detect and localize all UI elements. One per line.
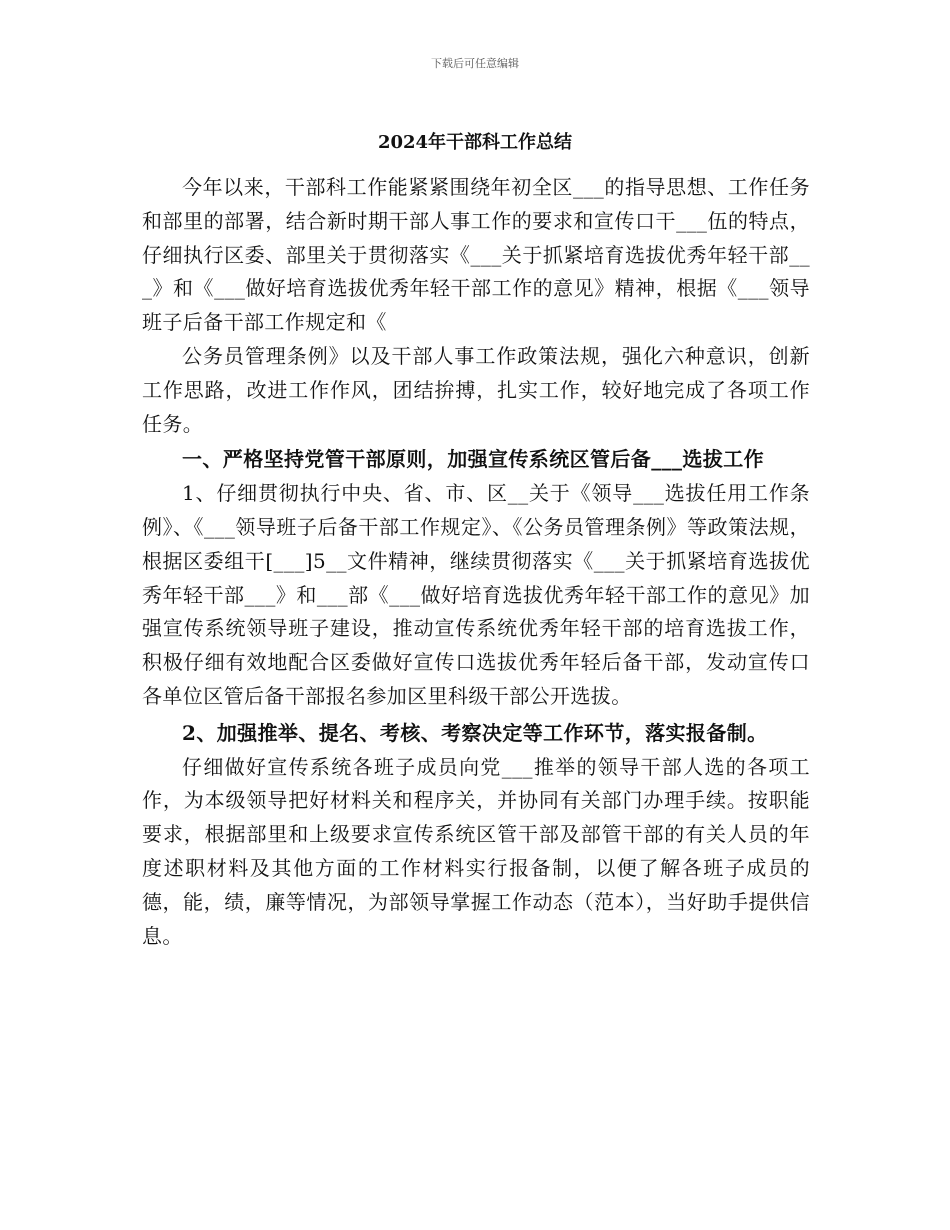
document-title: 2024年干部科工作总结 [377, 132, 573, 153]
paragraph-intro-continued: 公务员管理条例》以及干部人事工作政策法规，强化六种意识，创新工作思路，改进工作作风，团结拚搏，扎实工作，较好地完成了各项工作任务。 [142, 343, 810, 436]
section-heading-2: 2、加强推举、提名、考核、考察决定等工作环节，落实报备制。 [182, 720, 768, 745]
paragraph-item-1: 1、仔细贯彻执行中央、省、市、区__关于《领导___选拔任用工作条例》、《___领导班子后备干部工作规定》、《公务员管理条例》等政策法规，根据区委组干[___]5__文件精神，继续贯彻落实《___关于抓紧培育选拔优秀年轻干部___》和___部《___做好培育选拔优秀年轻干部工作的意见》加强宣传系统领导班子建设，推动宣传系统优秀年轻干部的培育选拔工作，积极仔细有效地配合区委做好宣传口选拔优秀年轻后备干部，发动宣传口各单位区管后备干部报名参加区里科级干部公开选拔。 [142, 481, 810, 708]
header-note: 下载后可任意编辑 [431, 57, 519, 70]
section-heading-1: 一、严格坚持党管干部原则，加强宣传系统区管后备___选拔工作 [182, 447, 764, 472]
paragraph-item-2: 仔细做好宣传系统各班子成员向党___推举的领导干部人选的各项工作，为本级领导把好材料关和程序关，并协同有关部门办理手续。按职能要求，根据部里和上级要求宣传系统区管干部及部管干部的有关人员的年度述职材料及其他方面的工作材料实行报备制，以便了解各班子成员的德，能，绩，廉等情况，为部领导掌握工作动态（范本），当好助手提供信息。 [142, 754, 810, 948]
paragraph-intro: 今年以来，干部科工作能紧紧围绕年初全区___的指导思想、工作任务和部里的部署，结合新时期干部人事工作的要求和宣传口干___伍的特点，仔细执行区委、部里关于贯彻落实《___关于抓紧培育选拔优秀年轻干部___》和《___做好培育选拔优秀年轻干部工作的意见》精神，根据《___领导班子后备干部工作规定和《 [142, 175, 810, 335]
document-body [142, 171, 810, 953]
